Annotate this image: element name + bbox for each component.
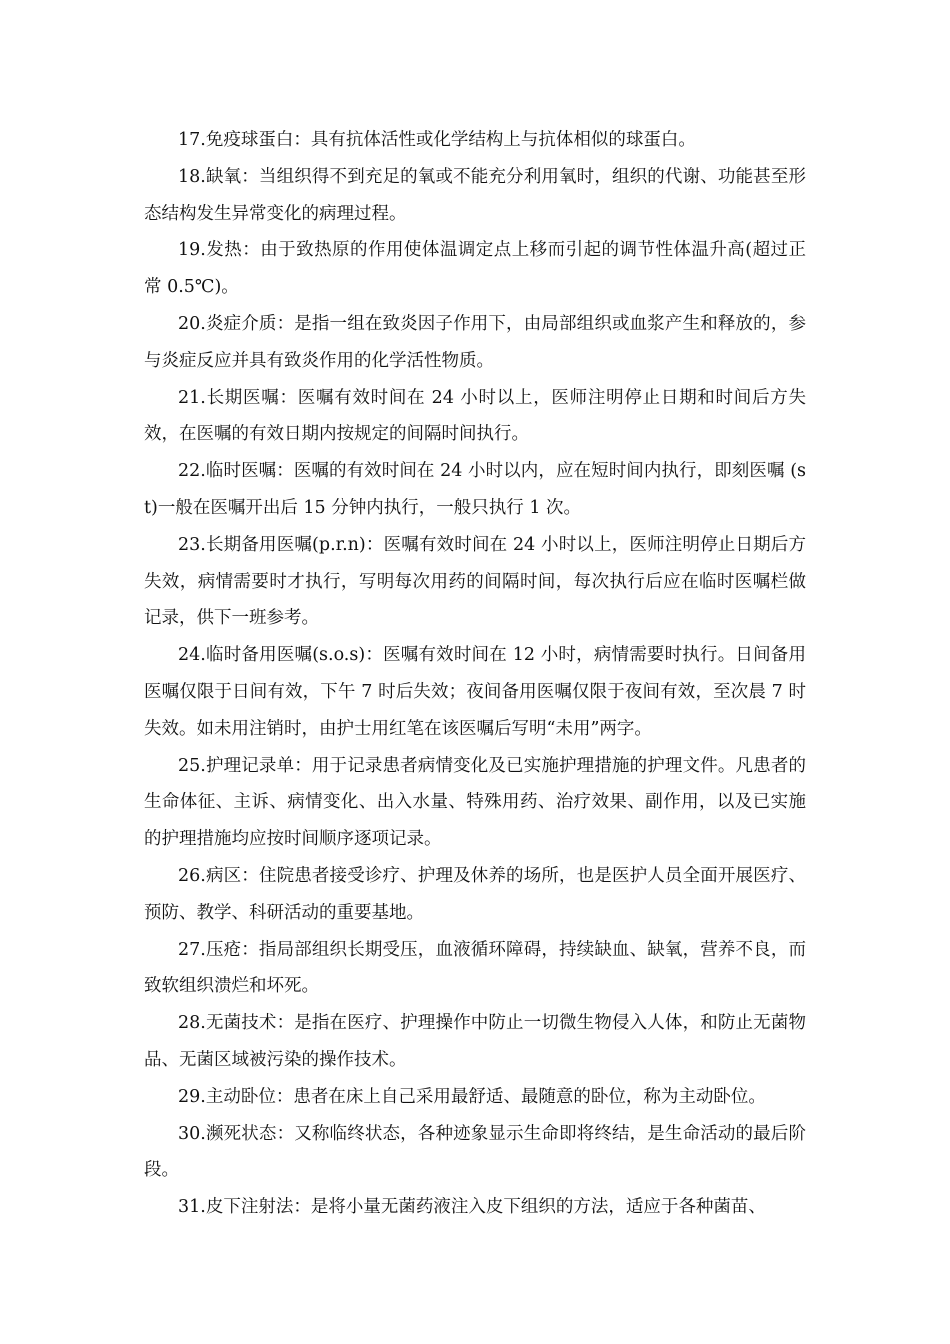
entry-20: 20.炎症介质：是指一组在致炎因子作用下，由局部组织或血浆产生和释放的，参与炎症反应并具有致炎作用的化学活性物质。 bbox=[144, 313, 806, 371]
entry-28: 28.无菌技术：是指在医疗、护理操作中防止一切微生物侵入人体，和防止无菌物品、无菌区域被污染的操作技术。 bbox=[144, 1013, 806, 1070]
entry-17: 17.免疫球蛋白：具有抗体活性或化学结构上与抗体相似的球蛋白。 bbox=[178, 130, 696, 150]
entry-22: 22.临时医嘱：医嘱的有效时间在 24 小时以内，应在短时间内执行，即刻医嘱 (st)一般在医嘱开出后 15 分钟内执行，一般只执行 1 次。 bbox=[144, 461, 806, 518]
entry-27: 27.压疮：指局部组织长期受压，血液循环障碍，持续缺血、缺氧，营养不良，而致软组织溃烂和坏死。 bbox=[144, 939, 806, 997]
entry-25: 25.护理记录单：用于记录患者病情变化及已实施护理措施的护理文件。凡患者的生命体征、主诉、病情变化、出入水量、特殊用药、治疗效果、副作用，以及已实施的护理措施均应按时间顺序逐项记录。 bbox=[144, 755, 806, 850]
entry-23: 23.长期备用医嘱(p.r.n)：医嘱有效时间在 24 小时以上，医师注明停止日期后方失效，病情需要时才执行，写明每次用药的间隔时间，每次执行后应在临时医嘱栏做记录，供下一班参考。 bbox=[144, 534, 806, 629]
entry-30: 30.濒死状态：又称临终状态，各种迹象显示生命即将终结，是生命活动的最后阶段。 bbox=[144, 1123, 806, 1181]
entry-24: 24.临时备用医嘱(s.o.s)：医嘱有效时间在 12 小时，病情需要时执行。日间备用医嘱仅限于日间有效，下午 7 时后失效；夜间备用医嘱仅限于夜间有效，至次晨 7 时失效。如未用注销时，由护士用红笔在该医嘱后写明“未用”两字。 bbox=[144, 645, 806, 739]
entry-26: 26.病区：住院患者接受诊疗、护理及休养的场所，也是医护人员全面开展医疗、预防、教学、科研活动的重要基地。 bbox=[144, 865, 806, 923]
entry-19: 19.发热：由于致热原的作用使体温调定点上移而引起的调节性体温升高(超过正常 0.5℃)。 bbox=[144, 240, 806, 298]
entry-21: 21.长期医嘱：医嘱有效时间在 24 小时以上，医师注明停止日期和时间后方失效，在医嘱的有效日期内按规定的间隔时间执行。 bbox=[144, 387, 806, 445]
entry-18: 18.缺氧：当组织得不到充足的氧或不能充分利用氧时，组织的代谢、功能甚至形态结构发生异常变化的病理过程。 bbox=[144, 166, 806, 224]
document-body bbox=[144, 122, 806, 1226]
entry-31: 31.皮下注射法：是将小量无菌药液注入皮下组织的方法，适应于各种菌苗、 bbox=[178, 1197, 766, 1218]
entry-29: 29.主动卧位：患者在床上自己采用最舒适、最随意的卧位，称为主动卧位。 bbox=[178, 1086, 766, 1107]
